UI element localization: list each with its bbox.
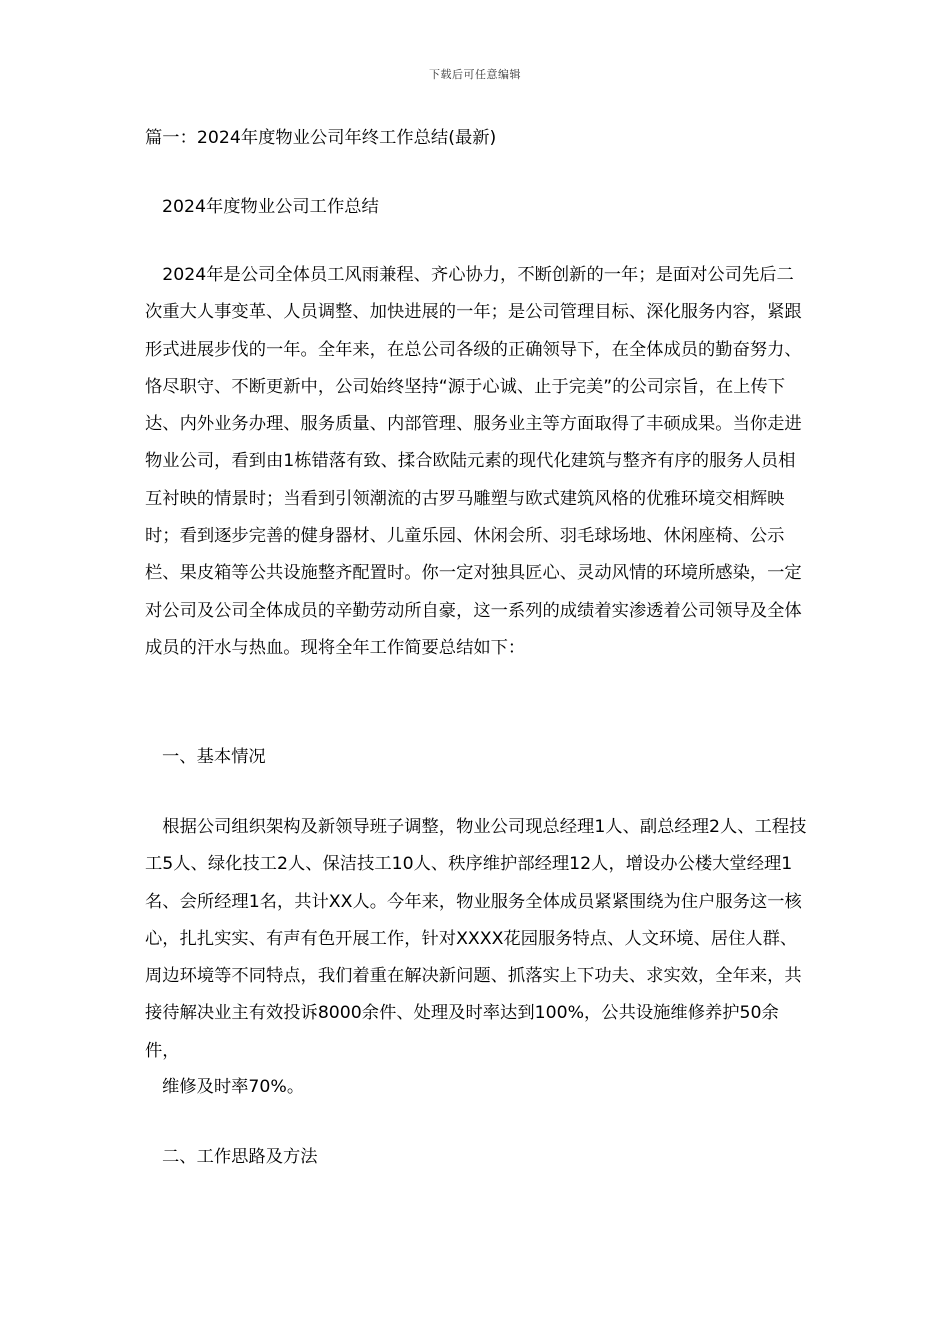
paragraph-intro: 2024年是公司全体员工风雨兼程、齐心协力，不断创新的一年；是面对公司先后二次重大人事变革、人员调整、加快进展的一年；是公司管理目标、深化服务内容，紧跟形式进展步伐的一年。全年来，在总公司各级的正确领导下，在全体成员的勤奋努力、恪尽职守、不断更新中，公司始终坚持“源于心诚、止于完美”的公司宗旨，在上传下达、内外业务办理、服务质量、内部管理、服务业主等方面取得了丰硕成果。当你走进物业公司，看到由1栋错落有致、揉合欧陆元素的现代化建筑与整齐有序的服务人员相互衬映的情景时；当看到引领潮流的古罗马雕塑与欧式建筑风格的优雅环境交相辉映时；看到逐步完善的健身器材、儿童乐园、休闲会所、羽毛球场地、休闲座椅、公示栏、果皮箱等公共设施整齐配置时。你一定对独具匠心、灵动风情的环境所感染，一定对公司及公司全体成员的辛勤劳动所自豪，这一系列的成绩着实渗透着公司领导及全体成员的汗水与热血。现将全年工作简要总结如下： [145, 265, 802, 658]
document-title: 篇一：2024年度物业公司年终工作总结(最新) [145, 128, 497, 148]
paragraph-basic-situation: 根据公司组织架构及新领导班子调整，物业公司现总经理1人、副总经理2人、工程技工5人、绿化技工2人、保洁技工10人、秩序维护部经理12人，增设办公楼大堂经理1名、会所经理1名，共计XX人。今年来，物业服务全体成员紧紧围绕为住户服务这一核心，扎扎实实、有声有色开展工作，针对XXXX花园服务特点、人文环境、居住人群、周边环境等不同特点，我们着重在解决新问题、抓落实上下功夫、求实效，全年来，共接待解决业主有效投诉8000余件、处理及时率达到100%，公共设施维修养护50余件， [145, 817, 807, 1061]
section-heading-work-approach: 二、工作思路及方法 [162, 1147, 318, 1167]
paragraph-basic-situation-tail: 维修及时率70%。 [162, 1077, 305, 1097]
subtitle: 2024年度物业公司工作总结 [162, 197, 379, 217]
page-header: 下载后可任意编辑 [429, 68, 521, 81]
section-heading-basic-situation: 一、基本情况 [162, 747, 266, 767]
